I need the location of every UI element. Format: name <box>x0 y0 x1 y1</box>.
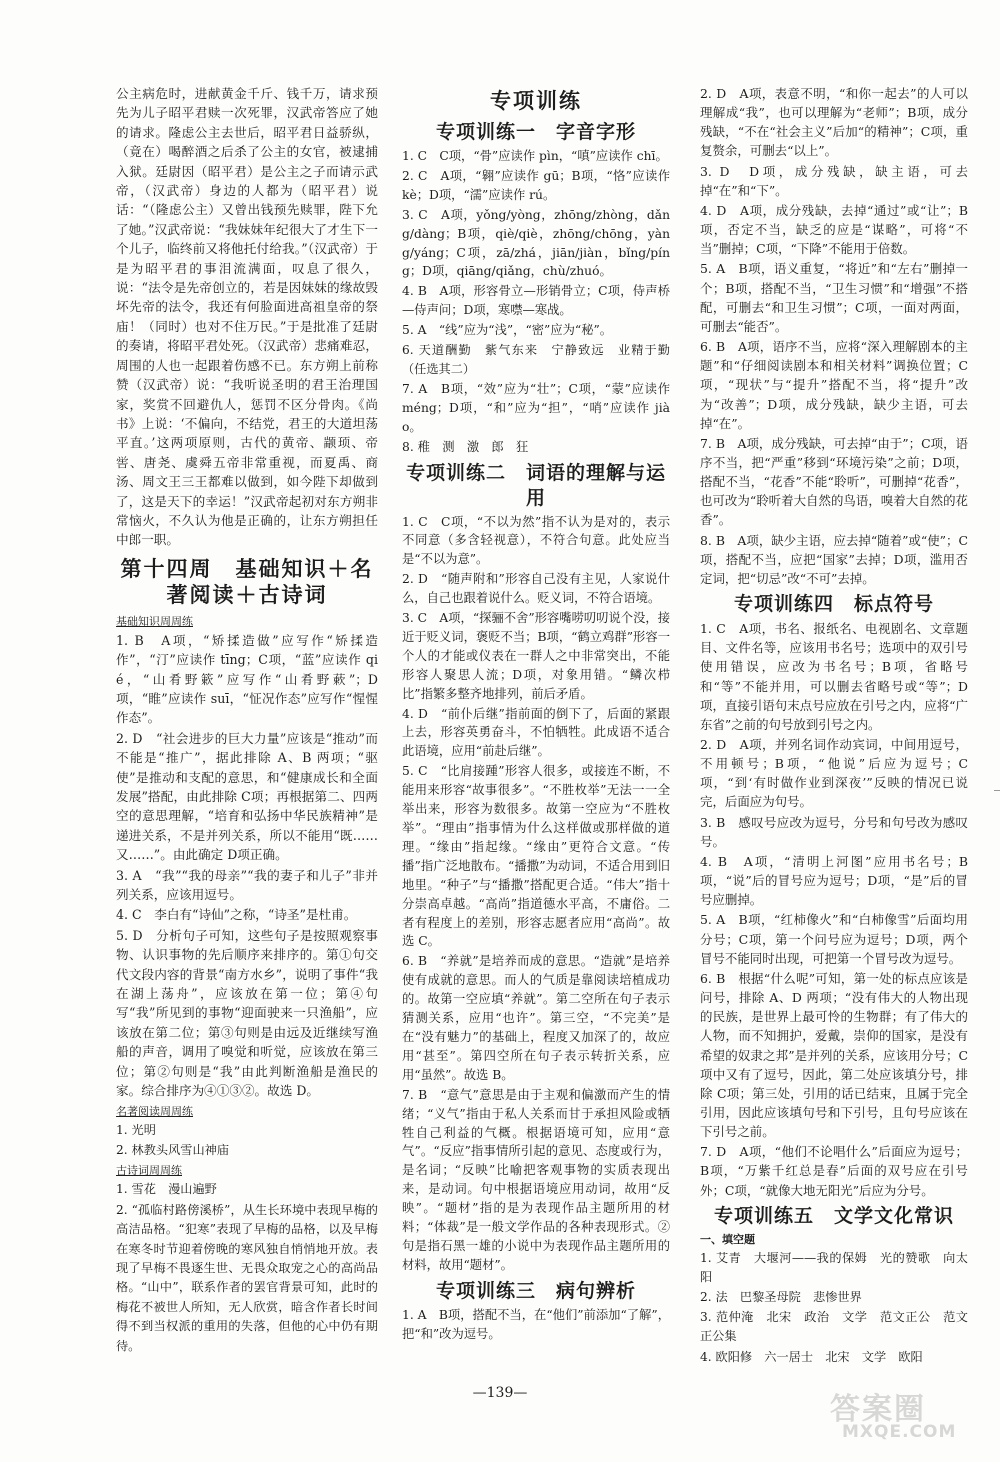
list-item: 2. D “社会进步的巨大力量”应该是“推动”而不能是“推广”，据此排除 A、B 两项；“驱使”是推动和支配的意思，和“健康成长和全面发展”搭配，由此排除 C项；再根据第二、四两空的意思理解，“培育和弘扬中华民族精神”是递进关系，不是并列关系，所以不能用“既……又……”。由此确定 D项正确。 <box>116 730 378 863</box>
list-item: 2. 林教头风雪山神庙 <box>116 1142 230 1157</box>
list-item: 1. 雪花 漫山遍野 <box>116 1182 217 1197</box>
column-right <box>700 84 968 1368</box>
section-title: 专项训练四 标点符号 <box>733 593 934 616</box>
list-item: 3. C A项，yǒng/yòng，zhōng/zhòng，dǎng/dàng；B项，qiè/qiè，zhōng/chōng，yàng/yáng；C项，zā/zhá，jiān/jiàn，bǐng/píng；D项，qiāng/qiǎng，chù/zhuó。 <box>402 207 670 279</box>
list-item: 2. D A项，并列名词作动宾词，中间用逗号，不用顿号；B项，“他说”后应为逗号；C项，“到‘有时做作业到深夜’”反映的情况已说完，后面应为句号。 <box>700 737 968 810</box>
list-item: 4. B A项，形容骨立—形销骨立；C项，侍声桥—侍声问；D项，寒噤—寒战。 <box>402 284 670 318</box>
list-item: 6. B 根据“什么呢”可知，第一处的标点应该是问号，排除 A、D 两项；“没有伟大的人物出现的民族，是世界上最可怜的生物群；有了伟大的人物，而不知拥护，爱戴，崇仰的国家，是没有希望的奴隶之邦”是并列的关系，应该用分号；C项中又有了逗号，因此，第二处应该填分号，排除 C项；第三处，引用的话已结束，且属于完全引用，因此应该填句号和下引号，且句号应该在下引号之前。 <box>700 970 968 1140</box>
list-item: 6. B A项，语序不当，应将“深入理解剧本的主题”和“仔细阅读剧本和相关材料”调换位置；C项，“现状”与“提升”搭配不当，将“提升”改为“改善”；D项，成分残缺，缺少主语，可去掉“在”。 <box>700 339 968 431</box>
watermark-url: MXQE.COM <box>842 1422 957 1442</box>
list-item: 5. A B项，语义重复，“将近”和“左右”删掉一个；B项，搭配不当，“卫生习惯”和“增强”不搭配，可删去“和卫生习惯”；C项，一面对两面，可删去“能否”。 <box>700 261 968 334</box>
list-item: 4. D “前仆后继”指前面的倒下了，后面的紧跟上去，形容英勇奋斗，不怕牺牲。此成语不适合此语境，应用“前赴后继”。 <box>402 706 670 759</box>
list-item: 3. 范仲淹 北宋 政治 文学 范文正公 范文正公集 <box>700 1310 968 1344</box>
answer-list <box>700 619 968 1200</box>
list-item: 5. D 分析句子可知，这些句子是按照观察事物、认识事物的先后顺序来排序的。第①句交代文段内容的背景“南方水乡”，说明了事件“我在湖上荡舟”，应该放在第一位；第④句写“我”所见到的事物“迎面驶来一只渔船”，应该放在第二位；第③句则是由远及近继续写渔船的声音，调用了嗅觉和听觉，应该放在第三位；第②句则是“我”由此判断渔船是渔民的家。综合排序为④①③②。故选 D。 <box>116 927 378 1099</box>
list-item: 7. B A项，成分残缺，可去掉“由于”；C项，语序不当，把“严重”移到“环境污染”之前；D项，搭配不当，“花香”不能“聆听”，可删掉“花香”，也可改为“聆听着大自然的鸟语，嗅着大自然的花香”。 <box>700 435 968 528</box>
section-title: 专项训练一 字音字形 <box>435 121 636 143</box>
list-item: 1. C C项，“骨”应读作 pìn，“嗔”应读作 chī。 <box>402 149 668 163</box>
answer-list <box>402 147 670 457</box>
list-item: 6. 天道酬勤 紫气东来 宁静致远 业精于勤（任选其二） <box>402 343 670 376</box>
basic-answer-list <box>116 631 378 1101</box>
list-item: 5. C “比肩接踵”形容人很多，或接连不断，不能用来形容“故事很多”。“不胜枚举”无法一一全举出来，形容为数很多。故第一空应为“不胜枚举”。“理由”指事情为什么这样做或那样做的道理。“缘由”指起缘。“缘由”更符合文意。“传播”指广泛地散布。“播撒”为动词，不适合用到旧地里。“种子”与“播撒”搭配更合适。“伟大”指十分崇高卓越。“高尚”指道德水平高，不庸俗。二者有程度上的差别，形容志愿者应用“高尚”。故选 C。 <box>402 764 670 949</box>
list-item: 1. 光明 <box>116 1122 156 1137</box>
watermark-logo <box>812 1384 982 1446</box>
fill-blank-heading: 一、填空题 <box>700 1232 755 1246</box>
list-item: 3. D D项，成分残缺，缺主语，可去掉“在”和“下”。 <box>700 163 968 198</box>
answer-list <box>700 84 968 588</box>
special-training-title: 专项训练 <box>490 89 582 113</box>
section-title: 专项训练二 词语的理解与运用 <box>405 461 666 509</box>
list-item: 4. B A项，“清明上河图”应用书名号；B项，“说”后的冒号应为逗号；D项，“是”后的冒号应删掉。 <box>700 853 968 908</box>
list-item: 4. 欧阳修 六一居士 北宋 文学 欧阳 <box>700 1349 923 1364</box>
list-item: 8. 稚 测 激 郎 狂 <box>402 439 529 454</box>
list-item: 7. B “意气”意思是由于主观和偏激而产生的情绪；“义气”指由于私人关系而甘于承担风险或牺牲自己利益的气概。根据语境可知，应用“意气”。“反应”指事情所引起的意见、态度或行为，是名词；“反映”比喻把客观事物的实质表现出来，是动词。句中根据语境应用动词，故用“反映”。“题材”指的是为表现作品主题所用的材料；“体裁”是一般文学作品的各种表现形式。②句是指石黑一雄的小说中为表现作品主题所用的材料，故用“题材”。 <box>402 1087 670 1272</box>
famous-reading-heading: 名著阅读周周练 <box>116 1104 193 1118</box>
list-item: 8. B A项，缺少主语，应去掉“随着”或“使”；C项，搭配不当，应把“国家”去掉；D项，滥用否定词，把“切忌”改“不可”去掉。 <box>700 532 968 586</box>
column-middle <box>402 84 670 1345</box>
list-item: 7. A B项，“效”应为“壮”；C项，“蒙”应读作 méng；D项，“和”应为“担”，“哨”应读作 jiào。 <box>402 381 670 434</box>
list-item: 3. B 感叹号应改为逗号，分号和句号改为感叹号。 <box>700 814 968 849</box>
list-item: 2. D “随声附和”形容自己没有主见，人家说什么，自己也跟着说什么。贬义词，不符合语境。 <box>402 572 670 606</box>
watermark-text: 答案圈 <box>830 1392 926 1427</box>
list-item: 5. A “线”应为“浅”，“密”应为“秘”。 <box>402 323 613 338</box>
list-item: 1. C C项，“不以为然”指不认为是对的，表示不同意（多含轻视意），不符合句意。此处应当是“不以为意”。 <box>402 514 670 567</box>
list-item: 7. D A项，“他们不论唱什么”后面应为逗号；B项，“万紫千红总是春”后面的双号应在引号外；C项，“就像大地无阳光”后应为分号。 <box>700 1144 968 1198</box>
list-item: 2. “孤临村路傍溪桥”，从生长环境中表现早梅的高洁品格。“犯寒”表现了早梅的品格，以及早梅在寒冬时节迎着傍晚的寒风独自悄悄地开放。表现了早梅不畏逐生世、无畏众取宠之心的高尚品格。“山中”，联系作者的罢官背景可知，此时的梅花不被世人所知，无人欣赏，暗含作者长时间得不到当权派的重用的失落，但他的心中仍有期待。 <box>116 1202 378 1353</box>
week-title: 第十四周 基础知识＋名著阅读＋古诗词 <box>120 556 374 607</box>
section-title: 专项训练三 病句辨析 <box>435 1279 636 1302</box>
list-item: 2. D A项，表意不明，“和你一起去”的人可以理解成“我”，也可以理解为“老师”；B项，成分残缺，“不在“社会主义”后加“的精神”；C项，重复赘余，可删去“以上”。 <box>700 86 968 159</box>
list-item: 6. B “养就”是培养而成的意思。“造就”是培养使有成就的意思。而人的气质是靠阅读培植成功的。故第一空应填“养就”。第二空所在句子表示猜测关系，应用“也许”。第三空，“不完美”是在“没有魅力”的基础上，程度又加深了的，故应用“甚至”。第四空所在句子表示转折关系，应用“虽然”。故选 B。 <box>402 954 670 1082</box>
list-item: 3. C A项，“探骊不舍”形容嘴唠叨叨说个没，接近于贬义词，褒贬不当；B项，“鹤立鸡群”形容一个人的才能或仪表在一群人之中非常突出，不能形容人聚思人流；D项，对象用错。“鳞次栉比”指繁多整齐地排列，前后矛盾。 <box>402 611 670 701</box>
section-title: 专项训练五 文学文化常识 <box>713 1204 954 1227</box>
answer-list <box>402 513 670 1275</box>
list-item: 3. A “我”“我的母亲”“我的妻子和儿子”非并列关系，应该用逗号。 <box>116 867 378 903</box>
column-left <box>116 84 378 1357</box>
scan-edge-mark <box>994 790 1000 791</box>
list-item: 2. 法 巴黎圣母院 悲惨世界 <box>700 1290 862 1305</box>
list-item: 1. A B项，搭配不当，在“他们”前添加“了解”，把“和”改为逗号。 <box>402 1307 670 1341</box>
list-item: 1. 艾青 大堰河——我的保姆 光的赞歌 向太阳 <box>700 1250 968 1284</box>
list-item: 4. D A项，成分残缺，去掉“通过”或“让”；B项，否定不当，缺乏的应是“谋略”，可将“不当”删掉；C项，“下降”不能用于倍数。 <box>700 202 968 257</box>
poem-practice-heading: 古诗词周周练 <box>116 1164 182 1178</box>
list-item: 1. B A项，“矫揉造做”应写作“矫揉造作”，“汀”应读作 tīng；C项，“蓝”应读作 qié，“山肴野簌”应写作“山肴野蔌”；D项，“睢”应读作 suī，“怔况作态”应写作“惺惺作态”。 <box>116 632 378 726</box>
list-item: 4. C 李白有“诗仙”之称，“诗圣”是杜甫。 <box>116 907 357 923</box>
basic-practice-heading: 基础知识周周练 <box>116 614 193 628</box>
list-item: 2. C A项，“翱”应读作 gū；B项，“恪”应读作 kè；D项，“濡”应读作 rú。 <box>402 168 670 202</box>
page-number: —139— <box>472 1385 528 1401</box>
list-item: 1. C A项，书名、报纸名、电视剧名、文章题目、文件名等，应该用书名号；选项中的双引号使用错误，应改为书名号；B项，省略号和“等”不能并用，可以删去省略号或“等”；D项，直接引语句末点号应放在引号之内，应将“广东省”之前的句号放到引号之内。 <box>700 621 968 732</box>
translation-paragraph: 公主病危时，进献黄金千斤、钱千万，请求预先为儿子昭平君赎一次死罪，汉武帝答应了她的请求。隆虑公主去世后，昭平君日益骄纵，（竟在）喝醉酒之后杀了公主的女官，被逮捕入狱。廷尉因（昭平君）是公主之子而请示武帝，（汉武帝）身边的人都为（昭平君）说话：“（隆虑公主）又曾出钱预先赎罪，陛下允了她。”汉武帝说：“我妹妹年纪很大了才生下一个儿子，临终前又将他托付给我。”（汉武帝）于是为昭平君的事泪流满面，叹息了很久，说：“法令是先帝创立的，若是因妹妹的缘故毁坏先帝的法令，我还有何脸面进高祖皇帝的祭庙！（同时）也对不住万民。”于是批准了廷尉的奏请，将昭平君处死。（汉武帝）悲痛难忍，周围的人也一起跟着伤感不已。东方朔上前称赞（汉武帝）说：“我听说圣明的君王治理国家，奖赏不回避仇人，惩罚不区分骨肉。《尚书》上说：‘不偏向，不结党，君王的大道坦荡平直。’这两项原则，古代的黄帝、颛顼、帝喾、唐尧、虞舜五帝非常重视，而夏禹、商汤、周文王三王都难以做到，如今陛下却做到了，这是天下的幸运！”汉武帝起初对东方朔非常恼火，不久认为他是正确的，让东方朔担任中郎一职。 <box>116 86 378 548</box>
list-item: 5. A B项，“红柿像火”和“白柿像雪”后面均用分号；C项，第一个问号应为逗号；D项，两个冒号不能同时出现，可把第一个冒号改为逗号。 <box>700 912 968 966</box>
